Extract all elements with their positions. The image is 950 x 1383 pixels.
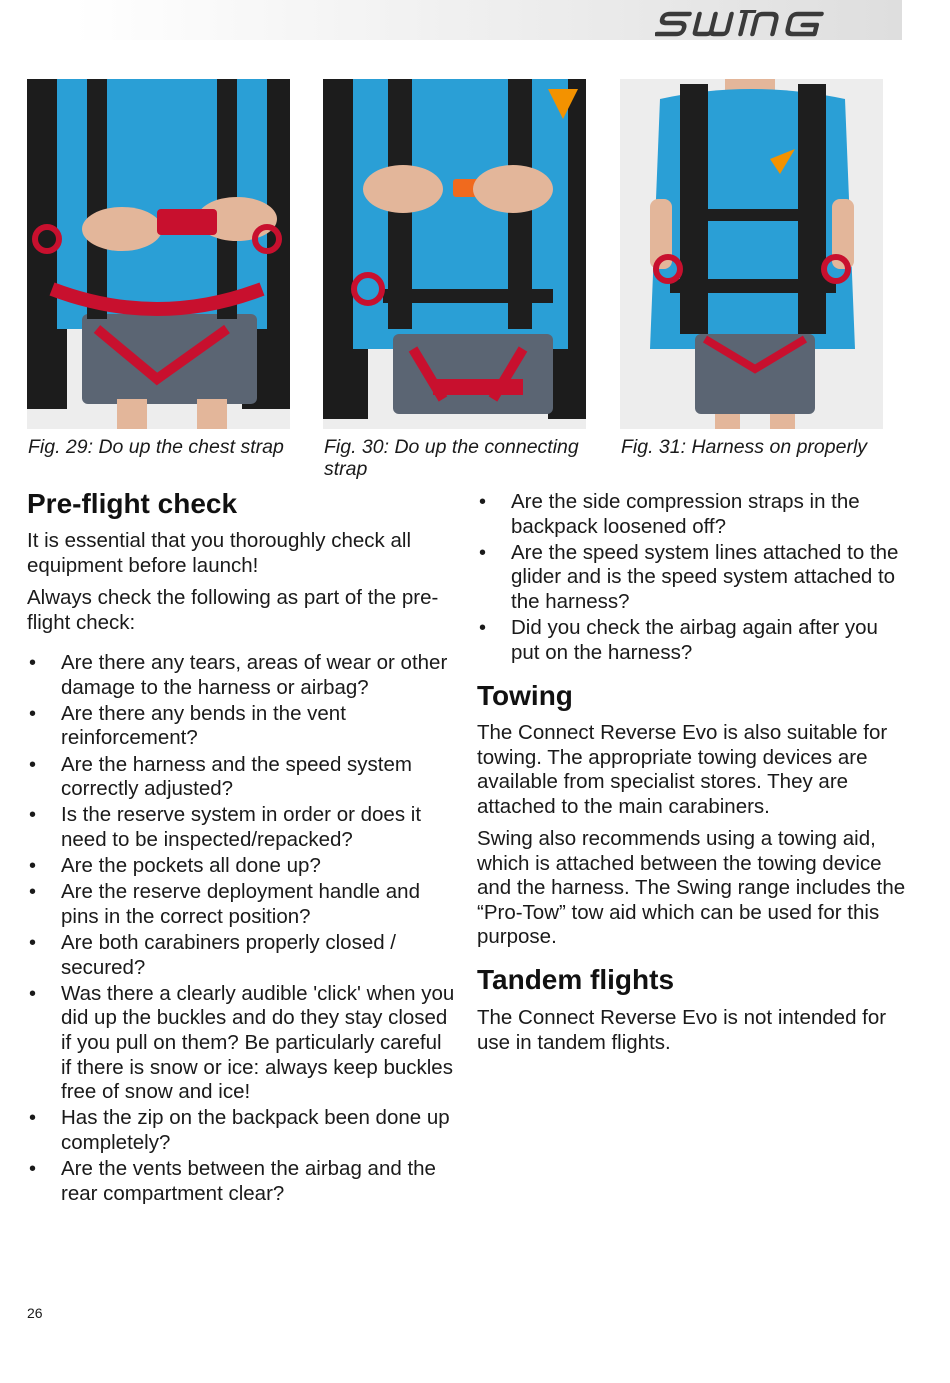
figure-30-caption: Fig. 30: Do up the connecting strap (324, 436, 579, 480)
towing-heading: Towing (477, 680, 573, 711)
figure-31-photo (620, 79, 883, 429)
list-item: • Are the vents between the airbag and the rear compartment clear? (27, 1157, 457, 1206)
figure-29-photo (27, 79, 290, 429)
preflight-checklist-continued (477, 490, 909, 667)
list-item: • Are both carabiners properly closed / secured? (27, 931, 457, 980)
preflight-heading: Pre-flight check (27, 488, 238, 519)
towing-paragraph-1: The Connect Reverse Evo is also suitable for towing. The appropriate towing devices are available from specialist stores. They are attached to the main carabiners. (477, 721, 888, 818)
tandem-heading: Tandem flights (477, 964, 675, 995)
preflight-intro-1: It is essential that you thoroughly check all equipment before launch! (27, 529, 412, 577)
list-item: • Is the reserve system in order or does it need to be inspected/repacked? (27, 803, 457, 852)
list-item: • Was there a clearly audible 'click' when you did up the buckles and do they stay closed if you pull on them? Be particularly careful if there is snow or ice: always keep buckles free of snow and ice! (27, 982, 457, 1105)
towing-paragraph-2: Swing also recommends using a towing aid, which is attached between the towing device and the harness. The Swing range includes the “Pro-Tow” tow aid which can be used for this purpose. (477, 827, 906, 949)
list-item: • Are there any tears, areas of wear or other damage to the harness or airbag? (27, 651, 457, 700)
swing-logo (655, 8, 860, 40)
list-item: • Are the reserve deployment handle and pins in the correct position? (27, 880, 457, 929)
figure-29-caption: Fig. 29: Do up the chest strap (28, 436, 284, 458)
preflight-intro-2: Always check the following as part of the pre-flight check: (27, 586, 439, 634)
list-item: • Are there any bends in the vent reinforcement? (27, 702, 457, 751)
list-item: • Are the side compression straps in the backpack loosened off? (477, 490, 909, 539)
figure-31-caption: Fig. 31: Harness on properly (621, 436, 868, 458)
list-item: • Did you check the airbag again after you put on the harness? (477, 616, 909, 665)
page-number: 26 (27, 1305, 43, 1321)
list-item: • Are the pockets all done up? (27, 854, 457, 879)
figure-30-photo (323, 79, 586, 429)
list-item: • Are the harness and the speed system correctly adjusted? (27, 753, 457, 802)
list-item: • Has the zip on the backpack been done up completely? (27, 1106, 457, 1155)
list-item: • Are the speed system lines attached to the glider and is the speed system attached to the harness? (477, 541, 909, 615)
tandem-paragraph: The Connect Reverse Evo is not intended for use in tandem flights. (477, 1006, 887, 1054)
preflight-checklist (27, 651, 457, 1208)
